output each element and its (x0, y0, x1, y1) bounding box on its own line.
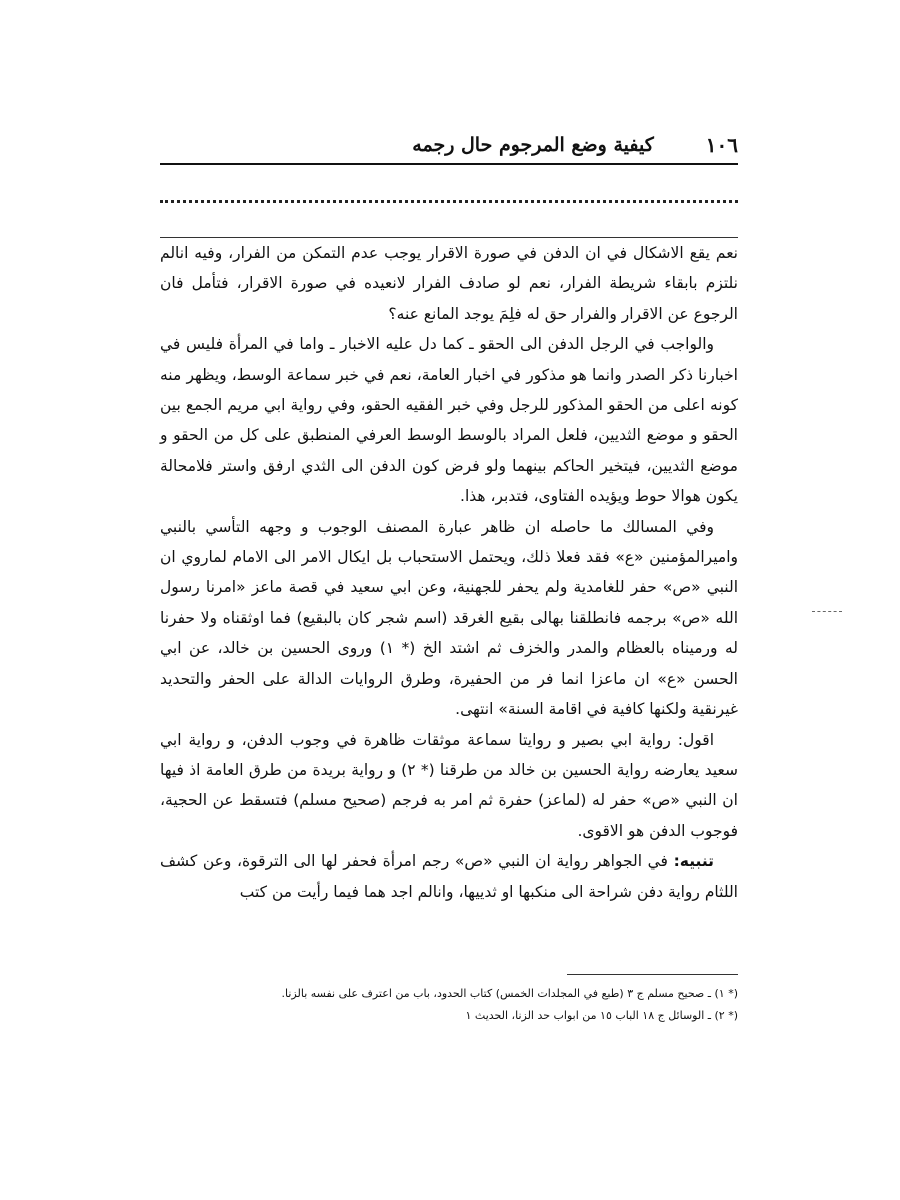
paragraph-text: وفي المسالك ما حاصله ان ظاهر عبارة المصنف الوجوب و وجهه التأسي بالنبي واميرالمؤمنين «ع» فقد فعلا ذلك، ويحتمل الاستحباب بل ايكال الامر الى الامام لماروي ان النبي «ص» حفر للغامدية ولم يحفر للجهنية، وعن ابي سعيد في قصة ماعز «امرنا رسول الله «ص» برجمه فانطلقنا بهالى بقيع الغرقد (اسم شجر كان بالبقيع) فما اوثقناه ولا حفرنا له ورميناه بالعظام والمدر والخزف ثم اشتد الخ (* ١) وروى الحسين بن خالد، عن ابي الحسن «ع» ان ماعزا انما فر من الحفيرة، وطرق الروايات الدالة على الحفر والتحديد غيرنقية ولكنها كافية في اقامة السنة» انتهى. (160, 517, 739, 719)
page-header (160, 128, 738, 162)
margin-mark (812, 611, 842, 612)
paragraph-text: نعم يقع الاشكال في ان الدفن في صورة الاقرار يوجب عدم التمكن من الفرار، وفيه انالم نلتزم بابقاء شريطة الفرار، نعم لو صادف الفرار لانعيده في صورة الاقرار، فتأمل فان الرجوع عن الاقرار والفرار حق له فلِمَ يوجد المانع عنه؟ (160, 244, 738, 323)
footnote-rule (567, 974, 738, 975)
paragraph-text: والواجب في الرجل الدفن الى الحقو ـ كما دل عليه الاخبار ـ واما في المرأة فليس في اخبارنا ذكر الصدر وانما هو مذكور في اخبار العامة، نعم في خبر سماعة الوسط، ويظهر منه كونه اعلى من الحقو المذكور للرجل وفي خبر الفقيه الحقو، وفي رواية ابي مريم الجمع بين الحقو و موضع الثديين، فلعل المراد بالوسط الوسط العرفي المنطبق على كل من الحقو و موضع الثديين، فيتخير الحاكم بينهما ولو فرض كون الدفن الى الثدي ارفق واستر فلامحالة يكون هوالا حوط ويؤيده الفتاوى، فتدبر، هذا. (160, 335, 738, 506)
footnote: (* ١) ـ صحيح مسلم ج ٣ (طبع في المجلدات الخمس) كتاب الحدود، باب من اعترف على نفسه بالزنا. (281, 987, 738, 1000)
paragraph (160, 512, 738, 725)
footnotes (190, 983, 738, 1027)
note-lead: تنبيه: (673, 852, 714, 871)
paragraph (160, 329, 738, 511)
paragraph-text: اقول: رواية ابي بصير و روايتا سماعة موثقات ظاهرة في وجوب الدفن، و رواية ابي سعيد يعارضه رواية الحسين بن خالد من طرقنا (* ٢) و رواية بريدة من طرق العامة اذ فيها ان النبي «ص» حفر له (لماعز) حفرة ثم امر به فرجم (صحيح مسلم) فتسقط عن الحجية، فوجوب الدفن هو الاقوى. (160, 730, 739, 840)
footnote: (* ٢) ـ الوسائل ج ١٨ الباب ١٥ من ابواب حد الزنا، الحديث ١ (465, 1009, 738, 1022)
paragraph (160, 238, 738, 329)
running-title: كيفية وضع المرجوم حال رجمه (412, 134, 654, 156)
body-text (160, 238, 738, 907)
page-number: ١٠٦ (705, 133, 738, 157)
header-rule (160, 163, 738, 165)
paragraph (160, 725, 738, 847)
dotted-separator (160, 200, 738, 203)
paragraph-text: في الجواهر رواية ان النبي «ص» رجم امرأة فحفر لها الى الترقوة، وعن كشف اللثام رواية دفن شراحة الى منكبها او ثدييها، وانالم اجد هما فيما رأيت من كتب (160, 852, 738, 901)
paragraph (160, 846, 738, 907)
